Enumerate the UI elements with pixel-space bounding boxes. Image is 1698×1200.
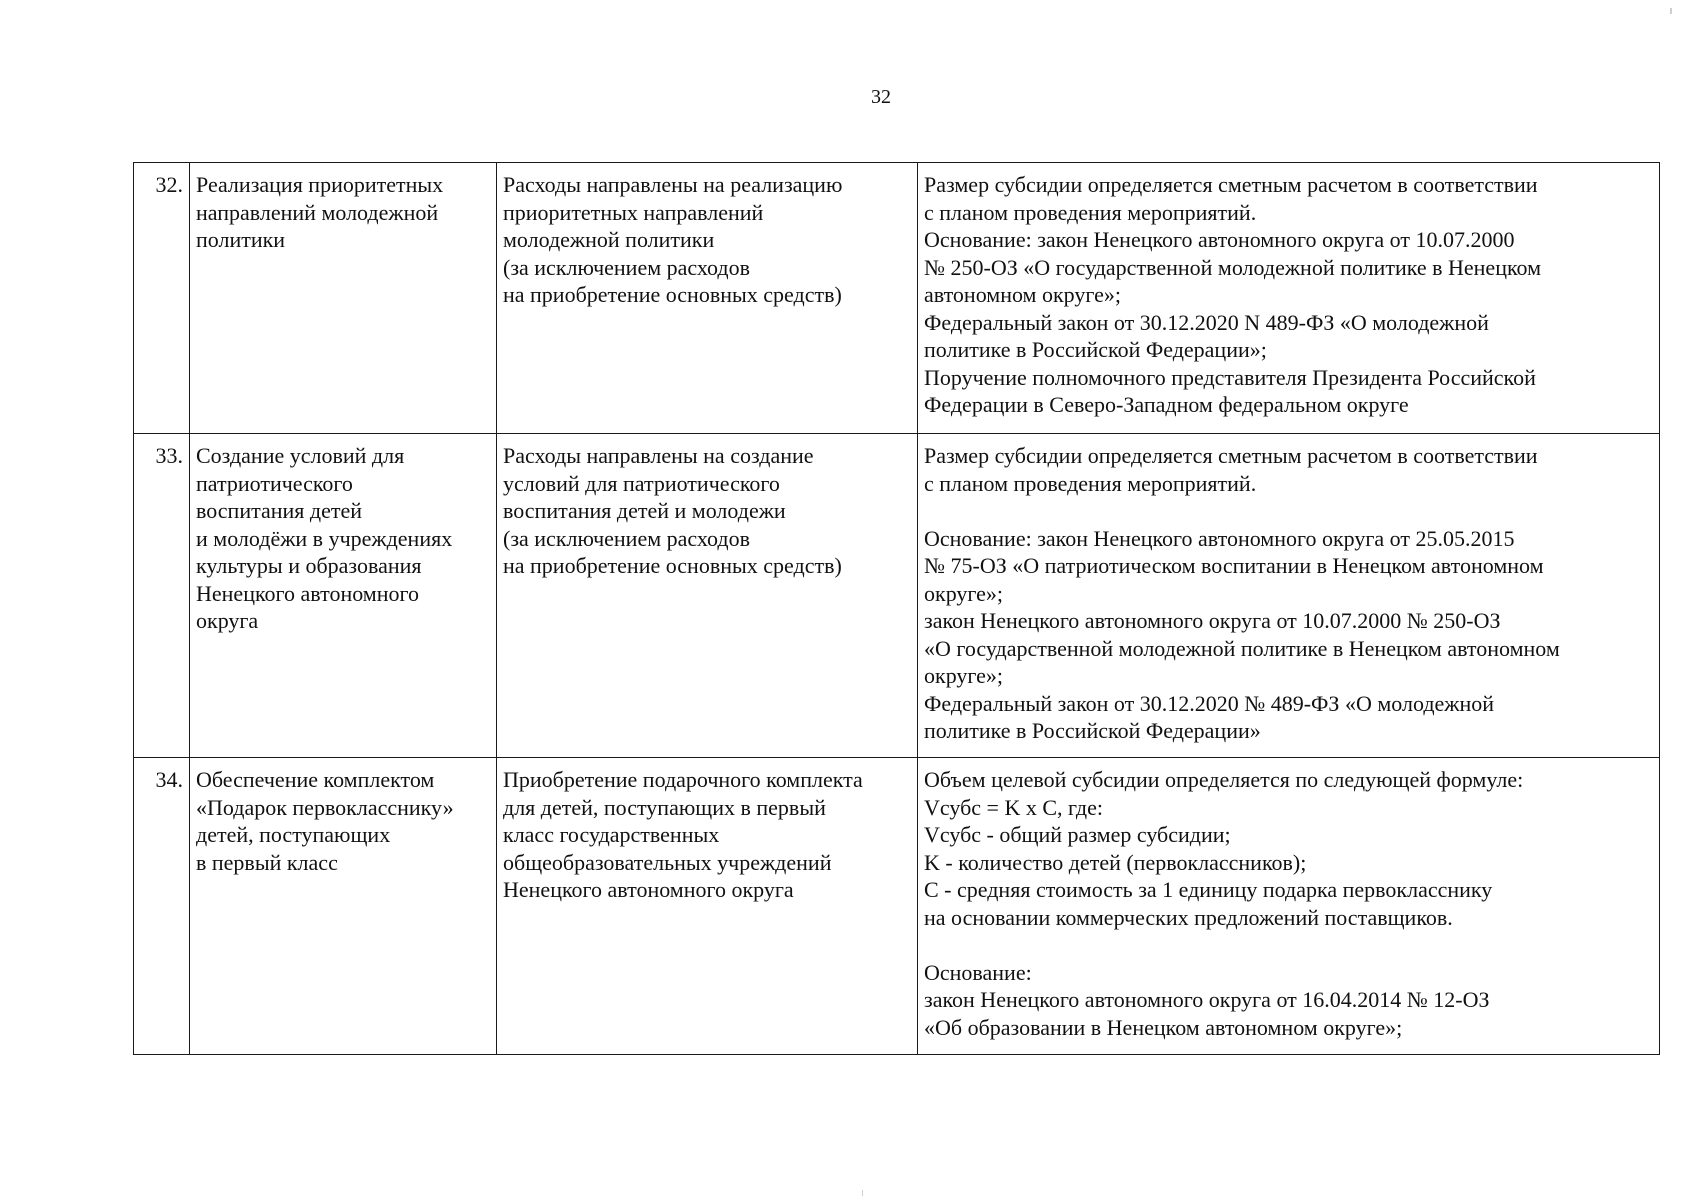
purpose-cell-line: условий для патриотического: [503, 470, 780, 496]
page-number: 32: [871, 86, 891, 108]
basis-cell-line: автономном округе»;: [924, 282, 1121, 307]
basis-cell-line: Поручение полномочного представителя Президента Российской: [924, 364, 1536, 390]
scan-mark: [1670, 8, 1672, 14]
basis-cell-line: K - количество детей (первоклассников);: [924, 849, 1307, 875]
basis-cell-line: Vсубс = K x C, где:: [924, 794, 1103, 820]
basis-cell-line: закон Ненецкого автономного округа от 10.07.2000 № 250-ОЗ: [924, 608, 1501, 633]
row-number: 32.: [155, 172, 183, 197]
event-name-cell-line: Обеспечение комплектом: [196, 767, 435, 792]
purpose-cell-line: для детей, поступающих в первый: [503, 794, 826, 820]
event-name-cell-line: Создание условий для: [196, 443, 405, 468]
table-row: [134, 758, 1660, 1055]
purpose-cell-line: Расходы направлены на реализацию: [503, 172, 843, 197]
purpose-cell: [497, 163, 918, 434]
basis-cell-line: на основании коммерческих предложений поставщиков.: [924, 904, 1453, 930]
event-name-cell-line: в первый класс: [196, 849, 338, 875]
event-name-cell-line: округа: [196, 608, 259, 633]
basis-cell-line: Размер субсидии определяется сметным расчетом в соответствии: [924, 172, 1538, 197]
event-name-cell-line: патриотического: [196, 470, 353, 496]
event-name-cell: [190, 163, 497, 434]
basis-cell-line: закон Ненецкого автономного округа от 16.04.2014 № 12-ОЗ: [924, 987, 1490, 1012]
table-row: [134, 163, 1660, 434]
purpose-cell-line: (за исключением расходов: [503, 525, 750, 551]
basis-cell: [918, 163, 1660, 434]
event-name-cell-line: Реализация приоритетных: [196, 172, 444, 197]
row-number: 33.: [155, 443, 183, 468]
basis-cell-line: C - средняя стоимость за 1 единицу подарка первокласснику: [924, 877, 1493, 902]
row-number-cell: [134, 163, 190, 434]
purpose-cell-line: Приобретение подарочного комплекта: [503, 767, 863, 792]
basis-cell-line: политике в Российской Федерации»: [924, 718, 1261, 743]
purpose-cell-line: класс государственных: [503, 822, 720, 847]
basis-cell-line: с планом проведения мероприятий.: [924, 199, 1257, 225]
basis-cell-line: Объем целевой субсидии определяется по следующей формуле:: [924, 767, 1524, 792]
event-name-cell: [190, 758, 497, 1055]
event-name-cell-line: культуры и образования: [196, 553, 422, 578]
purpose-cell: [497, 758, 918, 1055]
basis-cell-line: Размер субсидии определяется сметным расчетом в соответствии: [924, 443, 1538, 468]
event-name-cell-line: и молодёжи в учреждениях: [196, 525, 453, 551]
basis-cell-line: «Об образовании в Ненецком автономном округе»;: [924, 1014, 1403, 1040]
purpose-cell-line: на приобретение основных средств): [503, 553, 842, 578]
basis-cell-line: Vсубс - общий размер субсидии;: [924, 822, 1231, 847]
purpose-cell-line: приоритетных направлений: [503, 199, 764, 225]
table-row: [134, 434, 1660, 758]
row-number: 34.: [155, 767, 183, 792]
purpose-cell-line: воспитания детей и молодежи: [503, 498, 786, 523]
paragraph-gap: [924, 497, 1653, 525]
basis-cell-line: Федеральный закон от 30.12.2020 N 489-ФЗ «О молодежной: [924, 309, 1489, 335]
purpose-cell: [497, 434, 918, 758]
basis-cell-line: № 75-ОЗ «О патриотическом воспитании в Ненецком автономном: [924, 553, 1544, 578]
basis-cell-line: округе»;: [924, 580, 1004, 606]
subsidy-table: [133, 162, 1660, 1055]
basis-cell-line: Основание:: [924, 959, 1032, 985]
scan-mark: [862, 1190, 863, 1196]
basis-cell-line: с планом проведения мероприятий.: [924, 470, 1257, 496]
table-body: [134, 163, 1660, 1055]
event-name-cell-line: политики: [196, 227, 286, 252]
event-name-cell-line: «Подарок первокласснику»: [196, 794, 454, 820]
purpose-cell-line: на приобретение основных средств): [503, 282, 842, 307]
paragraph-gap: [924, 931, 1653, 959]
basis-cell-line: «О государственной молодежной политике в Ненецком автономном: [924, 635, 1560, 661]
basis-cell: [918, 758, 1660, 1055]
purpose-cell-line: общеобразовательных учреждений: [503, 849, 832, 875]
event-name-cell-line: воспитания детей: [196, 498, 363, 523]
purpose-cell-line: (за исключением расходов: [503, 254, 750, 280]
row-number-cell: [134, 758, 190, 1055]
basis-cell-line: № 250-ОЗ «О государственной молодежной политике в Ненецком: [924, 254, 1542, 280]
basis-cell-line: Федеральный закон от 30.12.2020 № 489-ФЗ «О молодежной: [924, 690, 1495, 716]
basis-cell-line: округе»;: [924, 663, 1004, 688]
event-name-cell: [190, 434, 497, 758]
event-name-cell-line: детей, поступающих: [196, 822, 391, 847]
basis-cell-line: Федерации в Северо-Западном федеральном округе: [924, 392, 1409, 417]
basis-cell: [918, 434, 1660, 758]
basis-cell-line: Основание: закон Ненецкого автономного округа от 10.07.2000: [924, 227, 1515, 252]
event-name-cell-line: направлений молодежной: [196, 199, 439, 225]
basis-cell-line: политике в Российской Федерации»;: [924, 337, 1267, 362]
row-number-cell: [134, 434, 190, 758]
purpose-cell-line: Расходы направлены на создание: [503, 443, 814, 468]
purpose-cell-line: молодежной политики: [503, 227, 715, 252]
event-name-cell-line: Ненецкого автономного: [196, 580, 419, 606]
basis-cell-line: Основание: закон Ненецкого автономного округа от 25.05.2015: [924, 525, 1515, 551]
purpose-cell-line: Ненецкого автономного округа: [503, 877, 794, 902]
